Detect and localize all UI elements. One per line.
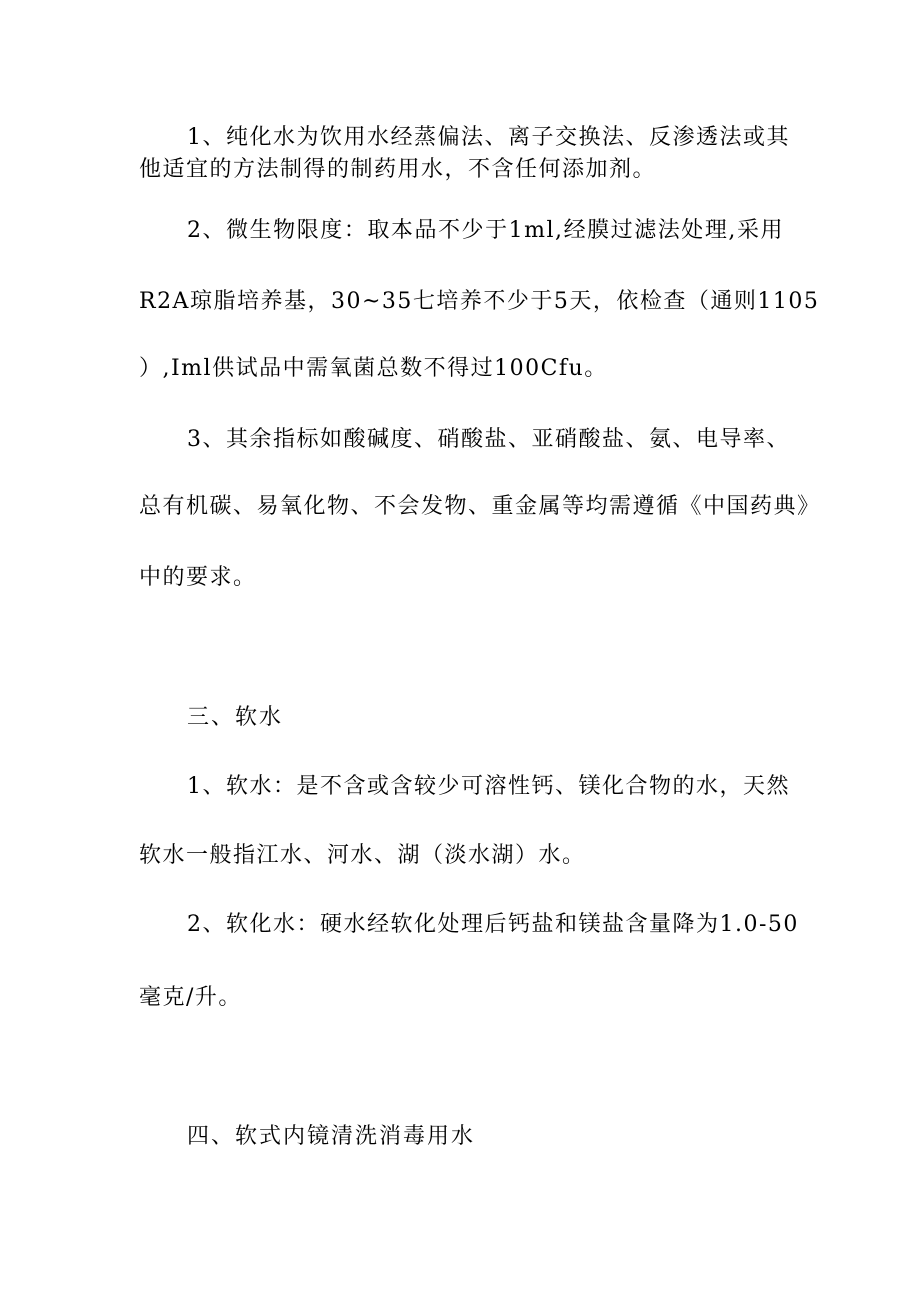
section-heading-soft-water: 三、软水 — [187, 705, 284, 730]
paragraph-2-line-1: 2、微生物限度：取本品不少于1ml,经膜过滤法处理,采用 — [187, 218, 784, 243]
section-heading-endoscope-water: 四、软式内镜清洗消毒用水 — [187, 1124, 476, 1149]
soft-water-paragraph-2-line-2: 毫克/升。 — [139, 985, 242, 1010]
soft-water-paragraph-1-line-1: 1、软水：是不含或含较少可溶性钙、镁化合物的水，天然 — [187, 774, 790, 799]
paragraph-3-line-3: 中的要求。 — [139, 565, 257, 590]
soft-water-paragraph-2-line-1: 2、软化水：硬水经软化处理后钙盐和镁盐含量降为1.0-50 — [187, 912, 799, 937]
paragraph-2-line-2: R2A琼脂培养基，30~35七培养不少于5天，依检查（通则1105 — [139, 289, 820, 314]
paragraph-1-line-2: 他适宜的方法制得的制药用水，不含任何添加剂。 — [139, 157, 657, 182]
soft-water-paragraph-1-line-2: 软水一般指江水、河水、湖（淡水湖）水。 — [139, 843, 586, 868]
paragraph-3-line-2: 总有机碳、易氧化物、不会发物、重金属等均需遵循《中国药典》 — [139, 494, 821, 519]
paragraph-2-line-3: ）,Iml供试品中需氧菌总数不得过100Cfu。 — [139, 356, 608, 381]
paragraph-1-line-1: 1、纯化水为饮用水经蒸偏法、离子交换法、反渗透法或其 — [187, 125, 790, 150]
paragraph-3-line-1: 3、其余指标如酸碱度、硝酸盐、亚硝酸盐、氨、电导率、 — [187, 427, 790, 452]
